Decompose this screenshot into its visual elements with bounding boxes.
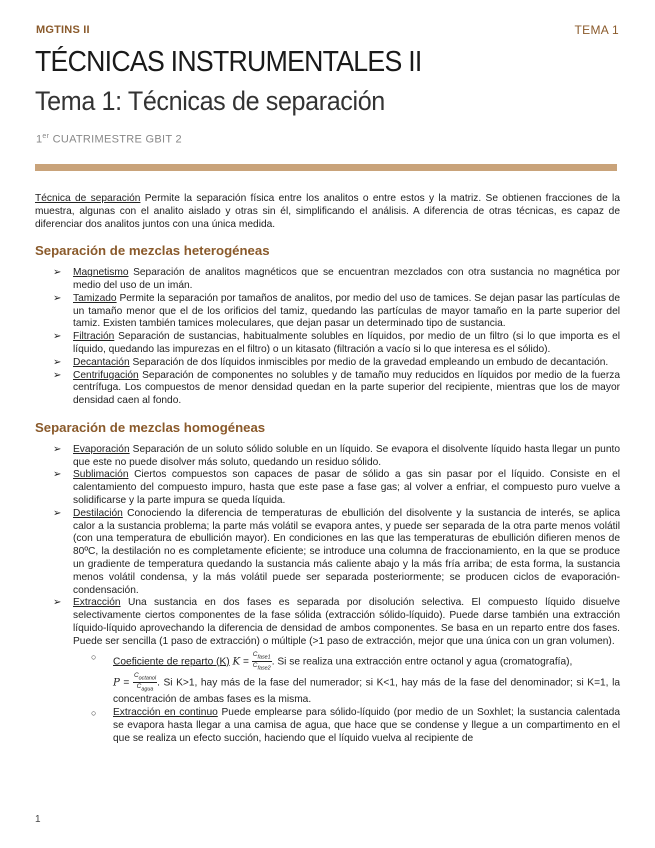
k-variable: K: [232, 655, 241, 667]
item-term: Evaporación: [73, 443, 130, 455]
p-fraction: [133, 672, 157, 694]
term-ordinal-suffix: er: [42, 133, 50, 140]
item-text: Una sustancia en dos fases es separada por disolución selectiva. El compuesto líquido disuelve selectivamente ciertos componentes de la fase sólida (extracción sólido-líquido). Puede darse también una extracción líquido-líquido aprovechando la diferencia de densidad de ambos componentes. Se basa en un reparto entre dos fases. Puede ser sencilla (1 paso de extracción) o múltiple (>1 paso de extracción, mejor que una única con un gran volumen).: [73, 597, 620, 647]
arrow-bullet-icon: ➢: [53, 356, 62, 368]
item-text: Separación de sustancias, habitualmente solubles en líquidos, por medio de un filtro (si lo que importa es el líquido, quedando las impurezas en el filtro) o un kitasato (filtración a vacío si lo que interesa es el sólido).: [73, 331, 620, 355]
extraction-sublist: [73, 651, 620, 746]
list-item: [35, 444, 620, 470]
partition-text: . Si K>1, hay más de la fase del numerador; si K<1, hay más de la fase del denominador; si K=1, la concentración de ambas fases es la misma.: [113, 677, 620, 705]
item-term: Magnetismo: [73, 267, 129, 279]
header-right: TEMA 1: [574, 23, 619, 37]
header-left: MGTINS II: [36, 24, 90, 36]
p-numerator: C: [133, 672, 139, 680]
term-label: [36, 133, 182, 146]
item-term: Centrifugación: [73, 369, 139, 381]
list-item: [35, 267, 620, 293]
arrow-bullet-icon: ➢: [53, 369, 62, 381]
item-text: Conociendo la diferencia de temperaturas de ebullición del disolvente y la sustancia de interés, se aplica calor a la sustancia problema; la parte más volátil se evapora antes, y puede ser separada de la otra parte menos volátil (con una temperatura de ebullición mayor). En condiciones en las que las temperaturas de ebullición difieren menos de 80ºC, la destilación no es completamente eficiente; se introduce una columna de fraccionamiento, en la que se produce un gradiente de temperatura quedando la sustancia más caliente abajo y la más fría arriba; de esta forma, la sustancia menos volátil condensa, y la más volátil puede ser separada posteriormente; se producen ciclos de evaporación-condensación.: [73, 507, 620, 596]
p-variable: P: [113, 677, 120, 689]
item-text: Permite la separación por tamaños de analitos, por medio del uso de tamices. Se dejan pasar las partículas de un tamaño menor que el de los orificios del tamiz, quedando las partículas de mayor tamaño en la parte superior del tamiz. Existen también tamices moleculares, que dejan pasar un determinado tipo de sustancia.: [73, 292, 620, 330]
item-text: Separación de un soluto sólido soluble en un líquido. Se evapora el disolvente líquido hasta llegar un punto que este no puede disolver más soluto, quedando un residuo sólido.: [73, 443, 620, 468]
k-denominator: C: [252, 661, 258, 669]
sub-list-item: [73, 707, 620, 745]
k-numerator: C: [252, 650, 258, 658]
continuous-extraction-term: Extracción en continuo: [113, 707, 218, 719]
page-subtitle: Tema 1: Técnicas de separación: [35, 86, 385, 116]
intro-paragraph: [35, 193, 620, 231]
item-text: Ciertos compuestos son capaces de pasar de sólido a gas sin pasar por el líquido. Consiste en el calentamiento del compuesto impuro, hasta que este pase a fase gas; al volver a enfriar, el compuesto puro vuelve a solidificarse y la parte impura se queda líquida.: [73, 469, 620, 506]
sub-list-item: ○ Coeficiente de reparto (K) K = $\frac{C_{fase1}}{C_{fase2}}$ . Si se realiza una extracción entre octanol y agua (cromatografía), P = $\frac{C_{octanol}}{C_{agua}}$ . Si K>1, hay más de la fase del numerador; si K<1, hay más de la fase del denominador; si K=1, la concentración de ambas fases es la misma.: [91, 650, 620, 705]
coefficient-text: . Si se realiza una extracción entre octanol y agua (cromatografía),: [271, 655, 573, 667]
continuous-extraction-text: Puede emplearse para sólido-líquido (por medio de un Soxhlet; la sustancia calentada se evapora hasta llegar a una camisa de agua, que hace que se condense y llegue a un compartimento en el que se realiza un efecto succión, haciendo que el líquido vuelva al recipiente de: [113, 707, 620, 745]
section-heading-heterogeneous: Separación de mezclas heterogéneas: [35, 243, 270, 259]
list-item: [35, 293, 620, 331]
arrow-bullet-icon: ➢: [53, 267, 62, 279]
arrow-bullet-icon: ➢: [53, 443, 62, 455]
list-item: [35, 597, 620, 746]
list-item: [35, 370, 620, 408]
k-numerator-sub: fase1: [257, 653, 271, 660]
term-ordinal: 1: [36, 133, 43, 146]
intro-text: Permite la separación física entre los analitos o entre estos y la matriz. Se obtienen fracciones de la muestra, algunas con el analito aislado y otras sin él, simplificando el análisis. A diferencia de otras técnicas, es capaz de diferenciar dos analitos juntos con una única medida.: [35, 193, 620, 230]
circle-bullet-icon: ○: [91, 708, 97, 719]
p-numerator-sub: octanol: [138, 675, 157, 682]
page-number: 1: [35, 814, 41, 825]
item-term: Decantación: [73, 356, 130, 368]
item-term: Extracción: [73, 597, 121, 609]
term-rest: CUATRIMESTRE GBIT 2: [49, 133, 182, 146]
item-text: Separación de analitos magnéticos que se encuentran mezclados con otra sustancia no magnética por medio del uso de un imán.: [73, 267, 620, 291]
arrow-bullet-icon: ➢: [53, 469, 62, 481]
item-text: Separación de dos líquidos inmiscibles por medio de la gravedad empleando un embudo de decantación.: [129, 356, 609, 368]
item-text: Separación de componentes no solubles y de tamaño muy reducidos en líquidos por medio de la fuerza centrífuga. Los compuestos de menor densidad quedan en la parte superior del recipiente, mientras que los de mayor densidad caen al fondo.: [73, 369, 620, 407]
k-fraction: [252, 651, 272, 673]
coefficient-term: Coeficiente de reparto (K): [113, 655, 230, 667]
arrow-bullet-icon: ➢: [53, 292, 62, 304]
item-term: Sublimación: [73, 469, 129, 481]
page-title: TÉCNICAS INSTRUMENTALES II: [35, 46, 422, 78]
arrow-bullet-icon: ➢: [53, 597, 62, 609]
homogeneous-list: [35, 444, 620, 746]
header-divider: [35, 164, 617, 171]
item-term: Destilación: [73, 507, 123, 519]
p-denominator-sub: agua: [141, 686, 154, 693]
k-denominator-sub: fase2: [257, 665, 271, 672]
arrow-bullet-icon: ➢: [53, 507, 62, 519]
circle-bullet-icon: ○: [91, 651, 97, 662]
heterogeneous-list: [35, 267, 620, 408]
list-item: [35, 357, 620, 370]
item-term: Tamizado: [73, 292, 117, 304]
p-denominator: C: [136, 683, 142, 691]
list-item: [35, 331, 620, 357]
list-item: [35, 508, 620, 598]
arrow-bullet-icon: ➢: [53, 331, 62, 343]
list-item: [35, 469, 620, 507]
section-heading-homogeneous: Separación de mezclas homogéneas: [35, 419, 266, 435]
intro-term: Técnica de separación: [35, 193, 141, 204]
item-term: Filtración: [73, 331, 115, 343]
document-body: [35, 193, 620, 747]
